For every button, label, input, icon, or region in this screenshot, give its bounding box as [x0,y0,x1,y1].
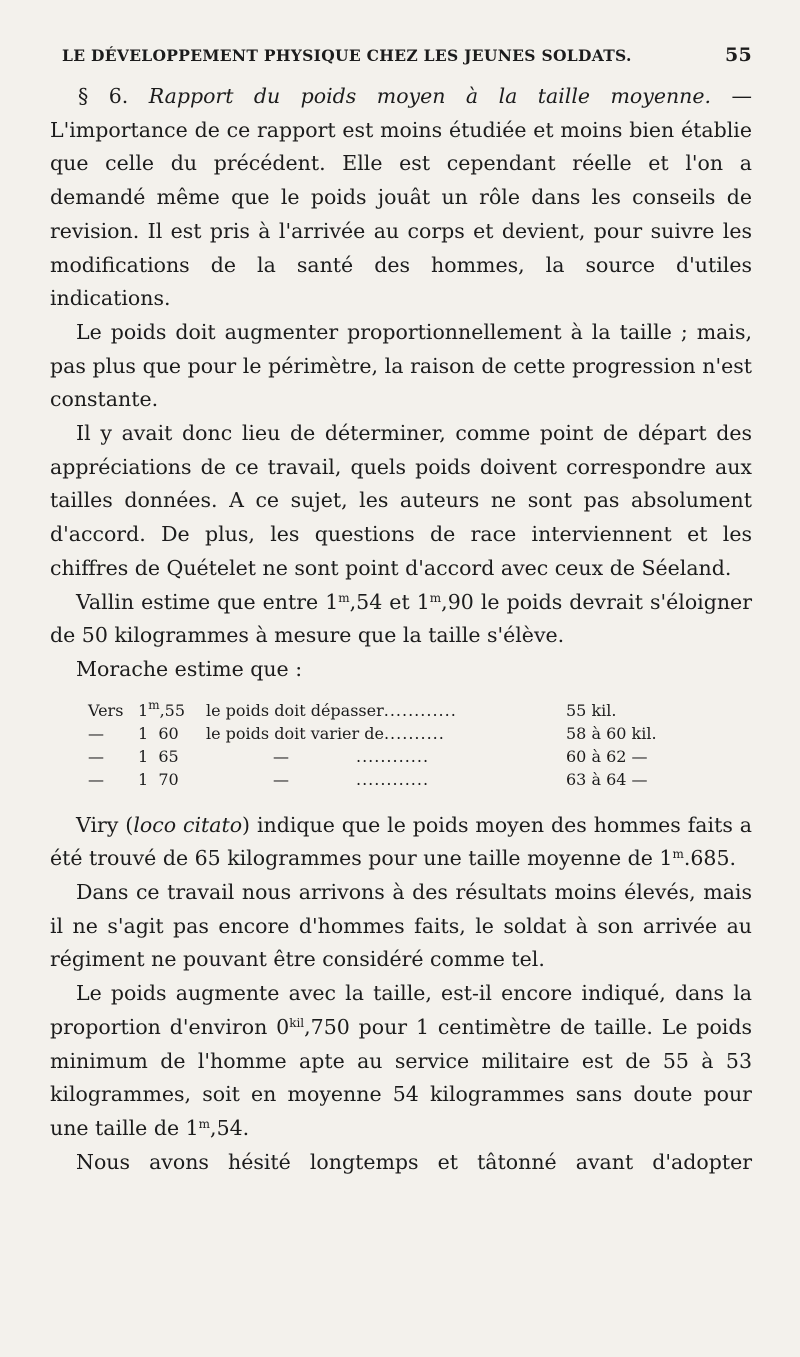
section-number: § 6. [78,84,129,108]
paragraph-viry: Viry (loco citato) indique que le poids moyen des hommes faits a été trouvé de 65 kilogrammes pour une taille moyenne de 1$^m$.685. [50,812,752,871]
paragraph-morache: Morache estime que : [76,656,303,681]
body-text [50,80,752,1179]
paragraph-weight: Le poids augmente avec la taille, est-il encore indiqué, dans la proportion d'environ $0^{kil},750$ pour 1 centimètre de taille. Le poids minimum de l'homme apte au service militaire est de 55 à 53 kilogrammes, soit en moyenne 54 kilogrammes sans doute pour une taille de 1$^m$,54. [50,981,752,1140]
table-row: — 1 70 — ............ 63 à 64 — [88,769,648,789]
paragraph: Dans ce travail nous arrivons à des résultats moins élevés, mais il ne s'agit pas encore d'hommes faits, le soldat à son arrivée au régiment ne pouvant être considéré comme tel. [50,880,752,972]
paragraph: Il y avait donc lieu de déterminer, comme point de départ des appréciations de ce travail, quels poids doivent correspondre aux tailles données. A ce sujet, les auteurs ne sont pas absolument d'accord. De plus, les questions de race interviennent et les chiffres de Quételet ne sont point d'accord avec ceux de Séeland. [50,421,752,580]
table-row: — 1 60 le poids doit varier de.......... 58 à 60 kil. [88,723,657,743]
table-row: Vers 1$^m$,55 le poids doit dépasser............ 55 kil. [88,697,617,720]
page-number: 55 [724,44,752,66]
paragraph-last: Nous avons hésité longtemps et tâtonné avant d'adopter [76,1149,752,1174]
table-row: — 1 65 — ............ 60 à 62 — [88,746,648,766]
paragraph-text: — L'importance de ce rapport est moins étudiée et moins bien établie que celle du précédent. Elle est cependant réelle et l'on a demandé même que le poids jouât un rôle dans les conseils de revision. Il est pris à l'arrivée au corps et devient, pour suivre les modifications de la santé des hommes, la source d'utiles indications. [50,84,752,311]
section-heading: Rapport du poids moyen à la taille moyenne. [148,84,712,108]
paragraph-vallin: Vallin estime que entre 1$^m$,54 et 1$^m$,90 le poids devrait s'éloigner de 50 kilogrammes à mesure que la taille s'élève. [50,589,752,648]
running-title: LE DÉVELOPPEMENT PHYSIQUE CHEZ LES JEUNES SOLDATS. [62,46,632,65]
paragraph-section-6 [50,80,752,316]
weight-table [88,699,708,791]
running-header [62,44,752,66]
paragraph: Le poids doit augmenter proportionnellement à la taille ; mais, pas plus que pour le périmètre, la raison de cette progression n'est constante. [50,319,752,412]
